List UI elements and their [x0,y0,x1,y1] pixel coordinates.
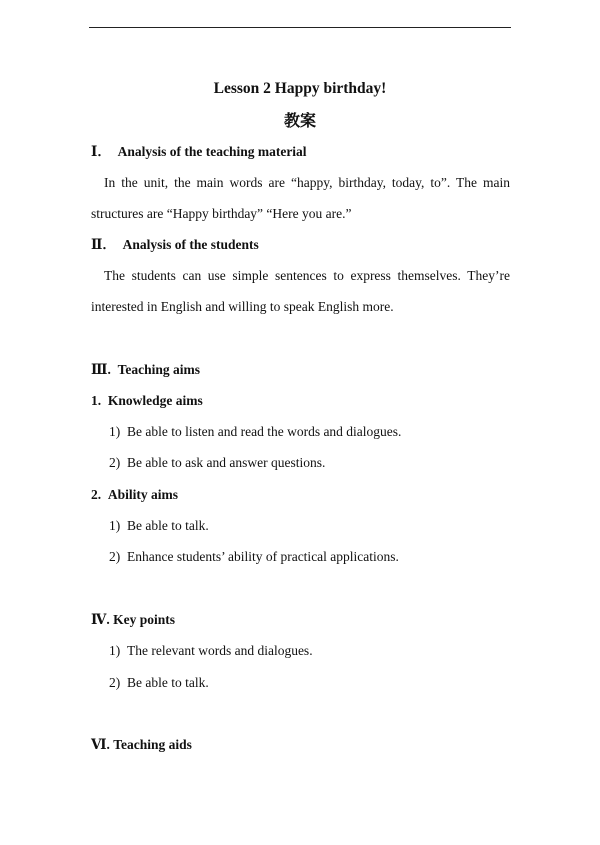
list-item [109,642,313,660]
section-2-paragraph-line-2: interested in English and willing to speak English more. [91,299,394,314]
section-3-heading [91,361,200,379]
section-6-heading [91,736,192,754]
list-item [109,517,209,535]
subsection-1-label: 1. [91,393,102,408]
list-item-text: Be able to listen and read the words and dialogues. [127,424,402,439]
list-item-number: 1) [109,643,121,658]
section-4-numeral: Ⅳ. [91,612,110,627]
list-item-number: 2) [109,455,121,470]
section-2-numeral: Ⅱ． [91,237,116,252]
section-3-title: Teaching aims [117,362,200,377]
subsection-ability-aims-heading [91,486,178,504]
section-1-paragraph-line-1: In the unit, the main words are “happy, birthday, today, to”. The main [104,175,510,190]
list-item-text: Be able to ask and answer questions. [127,455,326,470]
list-item [109,548,399,566]
section-2-title: Analysis of the students [122,237,259,252]
list-item-number: 2) [109,675,121,690]
section-1-numeral: Ⅰ． [91,144,111,159]
section-1-title: Analysis of the teaching material [117,144,307,159]
list-item-text: Be able to talk. [127,518,209,533]
page-subtitle: 教案 [283,111,316,130]
list-item-number: 1) [109,424,121,439]
list-item [109,674,209,692]
list-item [109,423,401,441]
list-item-number: 1) [109,518,121,533]
section-2-heading [91,236,259,254]
subsection-2-title: Ability aims [107,487,179,502]
section-1-paragraph-line-2: structures are “Happy birthday” “Here you are.” [91,206,352,221]
section-4-heading [91,611,175,629]
subsection-knowledge-aims-heading [91,392,203,410]
list-item-text: The relevant words and dialogues. [127,643,313,658]
page-title: Lesson 2 Happy birthday! [213,80,387,97]
section-6-numeral: Ⅵ. [91,737,110,752]
subsection-1-title: Knowledge aims [107,393,203,408]
section-3-numeral: Ⅲ. [91,362,111,377]
header-rule [89,27,511,28]
section-1-heading [91,143,307,161]
section-6-title: Teaching aids [113,737,192,752]
list-item-text: Enhance students’ ability of practical applications. [127,549,399,564]
section-4-title: Key points [113,612,175,627]
list-item-number: 2) [109,549,121,564]
section-2-paragraph-line-1: The students can use simple sentences to express themselves. They’re [104,268,510,283]
list-item [109,454,325,472]
list-item-text: Be able to talk. [127,675,209,690]
subsection-2-label: 2. [91,487,102,502]
